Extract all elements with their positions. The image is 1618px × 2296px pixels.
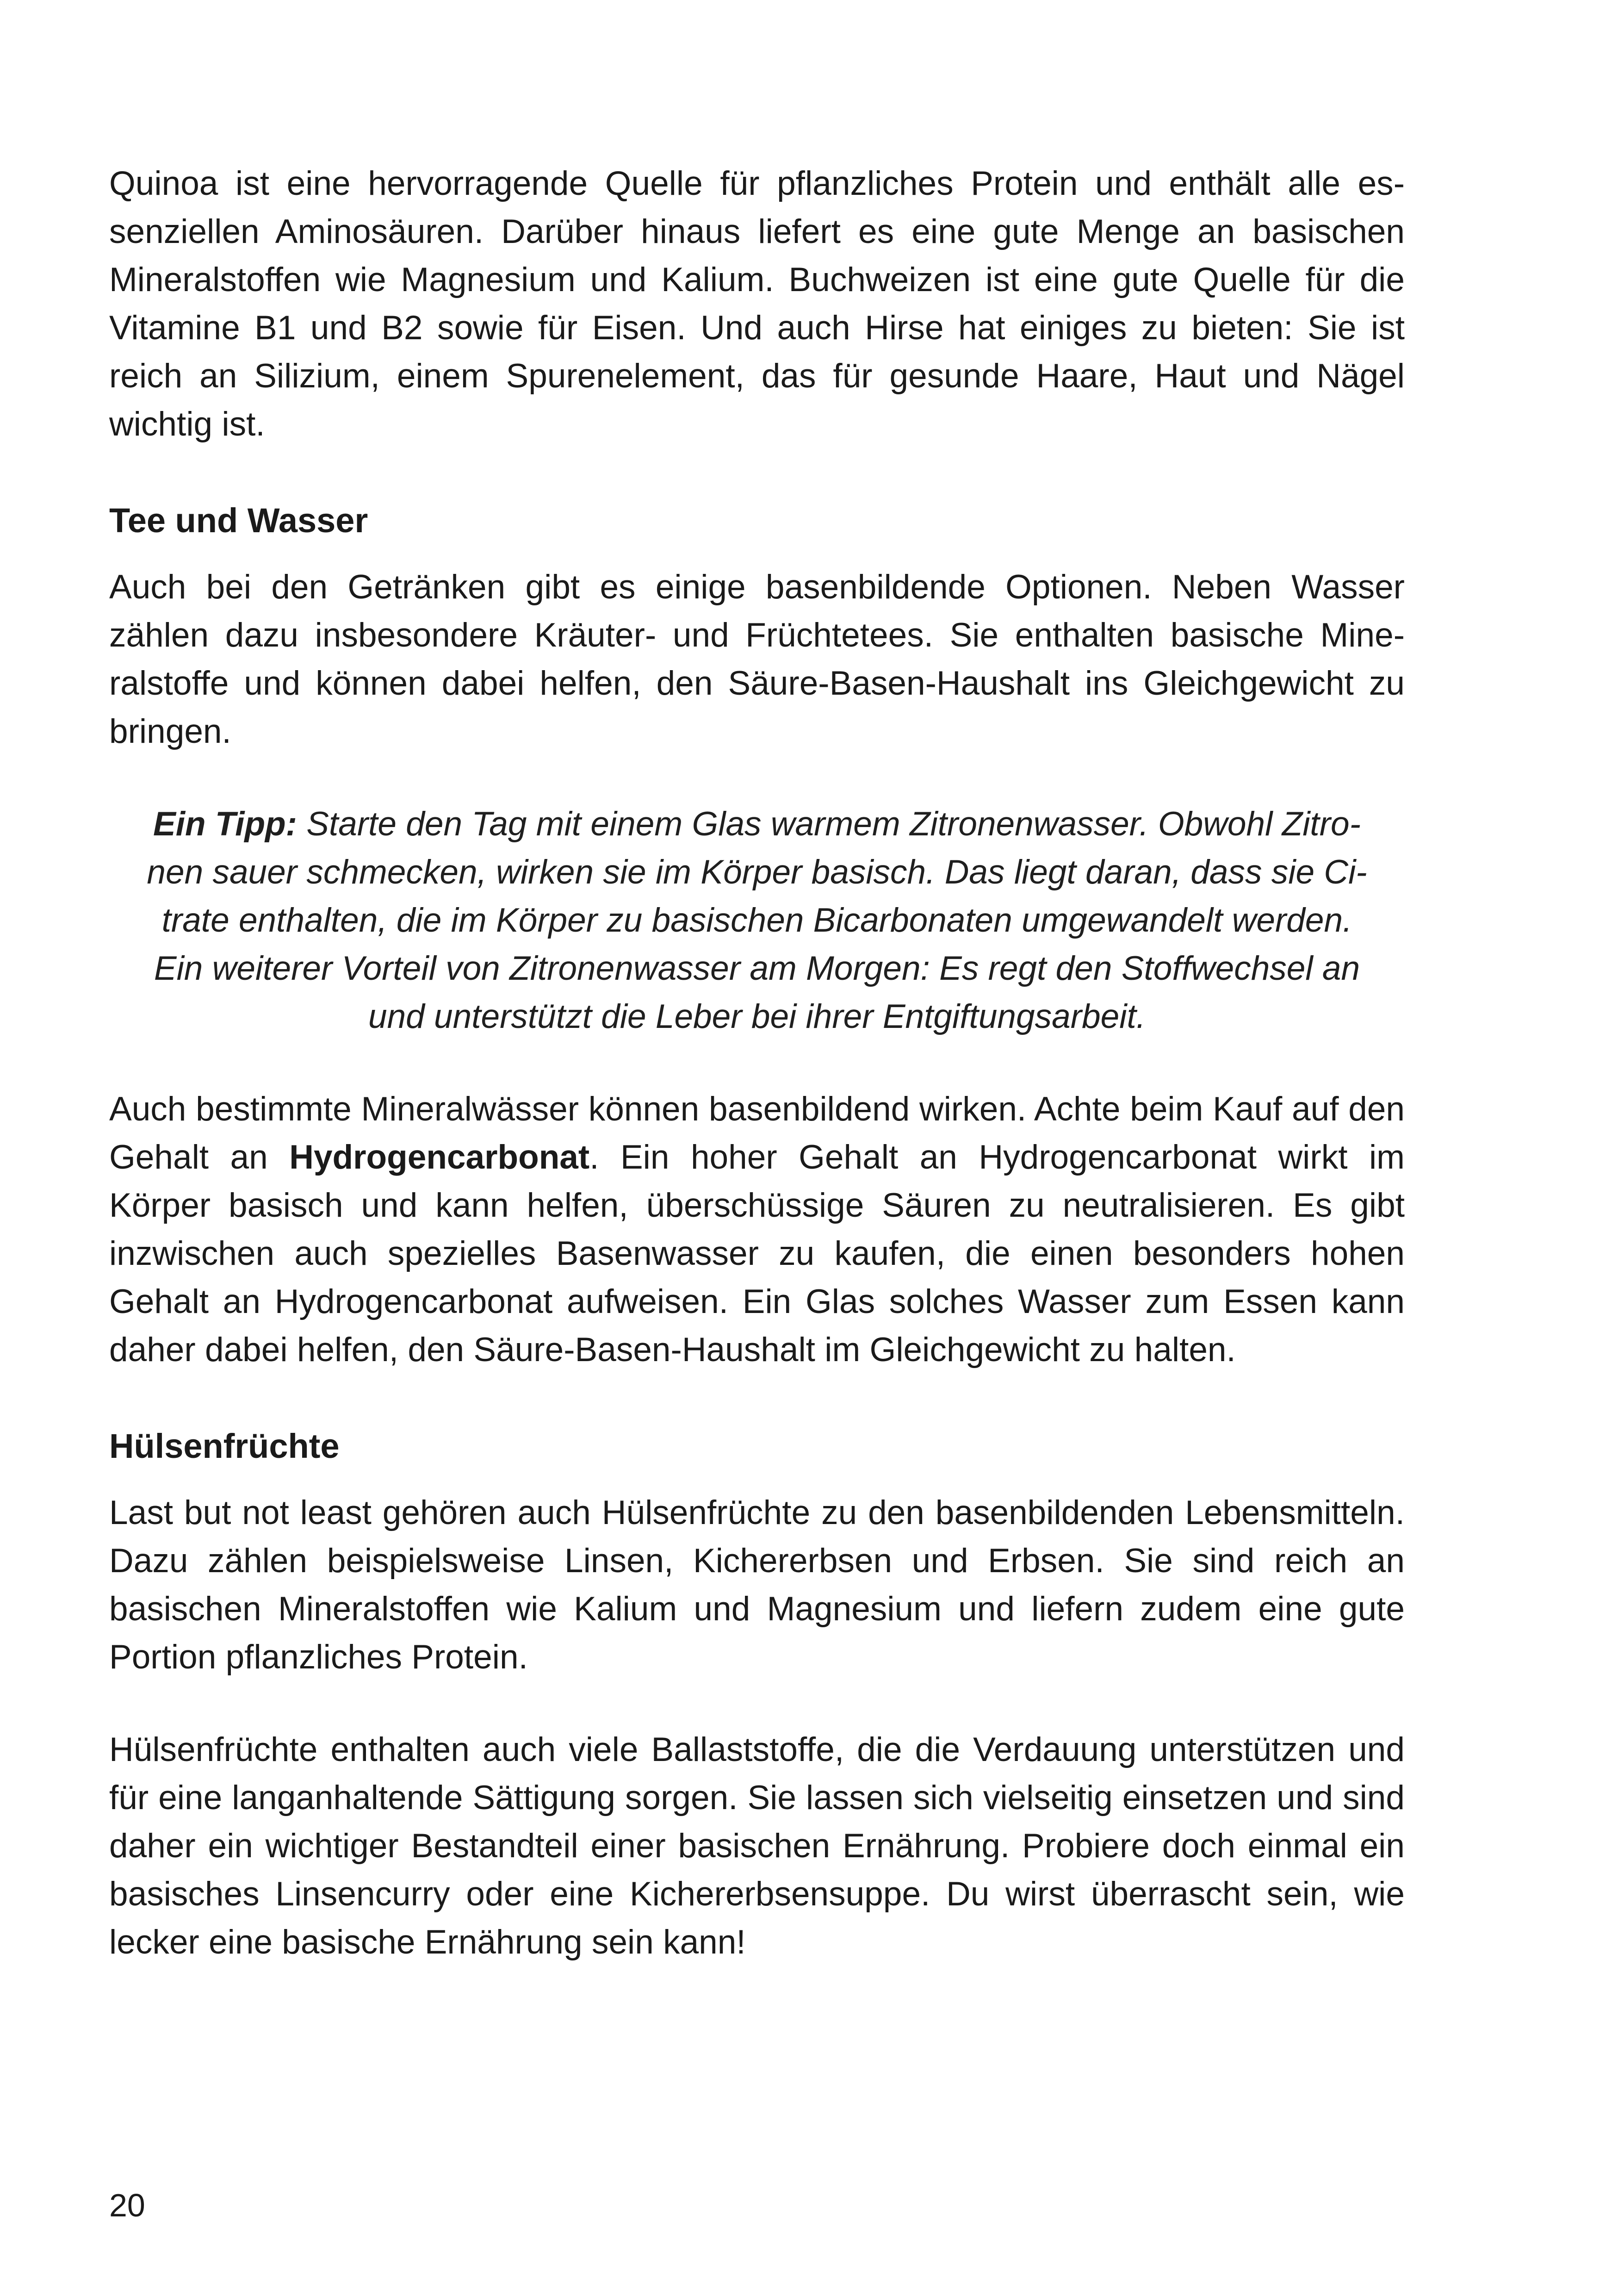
- mineral-water-keyword: Hydrogencarbonat: [289, 1139, 590, 1176]
- tip-line-1: [109, 800, 1405, 848]
- page-number: 20: [109, 2187, 145, 2223]
- paragraph-mineral-water: [109, 1085, 1405, 1374]
- heading-legumes: Hülsenfrüchte: [109, 1427, 340, 1465]
- tip-text-1: Starte den Tag mit einem Glas warmem Zitronenwasser. Obwohl Zitro-: [306, 805, 1361, 843]
- tip-line-4: Ein weiterer Vorteil von Zitronenwasser am Morgen: Es regt den Stoffwechsel an: [154, 950, 1360, 987]
- tip-line-2: nen sauer schmecken, wirken sie im Körper basisch. Das liegt daran, dass sie Ci-: [147, 853, 1367, 891]
- spacer: [109, 448, 1405, 497]
- paragraph-intro: Quinoa ist eine hervorragende Quelle für pflanzliches Protein und enthält alle essenziellen Aminosäuren. Darüber hinaus liefert es eine gute Menge an basischen Mineralstoffen wie Magnesium und Kalium. Buchweizen ist eine gute Quelle für die Vitamine B1 und B2 sowie für Eisen. Und auch Hirse hat einiges zu bieten: Sie ist reich an Silizium, einem Spurenelement, das für gesunde Haare, Haut und Nägel wichtig ist.: [109, 165, 1405, 443]
- paragraph-tea-water: Auch bei den Getränken gibt es einige basenbildende Optionen. Neben Wasser zählen dazu insbesondere Kräuter- und Früchtetees. Sie enthalten basische Mineralstoffe und können dabei helfen, den Säure-Basen-Haushalt ins Gleichgewicht zu bringen.: [109, 568, 1405, 750]
- heading-tea-water: Tee und Wasser: [109, 501, 368, 540]
- spacer: [109, 1041, 1405, 1085]
- mineral-water-text-after: . Ein hoher Gehalt an Hydrogencarbonat wirkt im Körper basisch und kann helfen, überschüssige Säuren zu neutralisieren. Es gibt inzwischen auch spezielles Basenwasser zu kaufen, die einen besonders hohen Gehalt an Hydrogencarbonat aufweisen. Ein Glas solches Wasser zum Essen kann daher dabei helfen, den Säure-Basen-Haushalt im Gleichgewicht zu halten.: [109, 1139, 1405, 1369]
- spacer: [109, 1374, 1405, 1422]
- spacer: [109, 1681, 1405, 1726]
- tip-label: Ein Tipp:: [153, 805, 297, 843]
- tip-line-3: trate enthalten, die im Körper zu basischen Bicarbonaten umgewandelt werden.: [161, 902, 1352, 939]
- paragraph-legumes-2: Hülsenfrüchte enthalten auch viele Ballaststoffe, die die Verdauung unterstützen und für eine langanhaltende Sättigung sorgen. Sie lassen sich vielseitig einsetzen und sind daher ein wichtiger Bestandteil einer basischen Ernährung. Probiere doch einmal ein basisches Linsencurry oder eine Kichererbsensuppe. Du wirst überrascht sein, wie lecker eine basische Ernährung sein kann!: [109, 1731, 1405, 1961]
- page-content: [109, 160, 1405, 1966]
- tip-line-5: und unterstützt die Leber bei ihrer Entgiftungsarbeit.: [368, 998, 1146, 1035]
- spacer: [109, 545, 1405, 563]
- paragraph-legumes-1: Last but not least gehören auch Hülsenfrüchte zu den basenbildenden Lebensmitteln. Dazu zählen beispielsweise Linsen, Kichererbsen und Erbsen. Sie sind reich an basischen Mineralstoffen wie Kalium und Magnesium und liefern zudem eine gute Portion pflanzliches Protein.: [109, 1494, 1405, 1676]
- mineral-water-text-before: Auch bestimmte Mineralwässer können basenbildend wirken. Achte beim Kauf auf den Gehalt an: [109, 1090, 1405, 1176]
- spacer: [109, 756, 1405, 800]
- spacer: [109, 1470, 1405, 1489]
- tip-box: [109, 800, 1405, 1041]
